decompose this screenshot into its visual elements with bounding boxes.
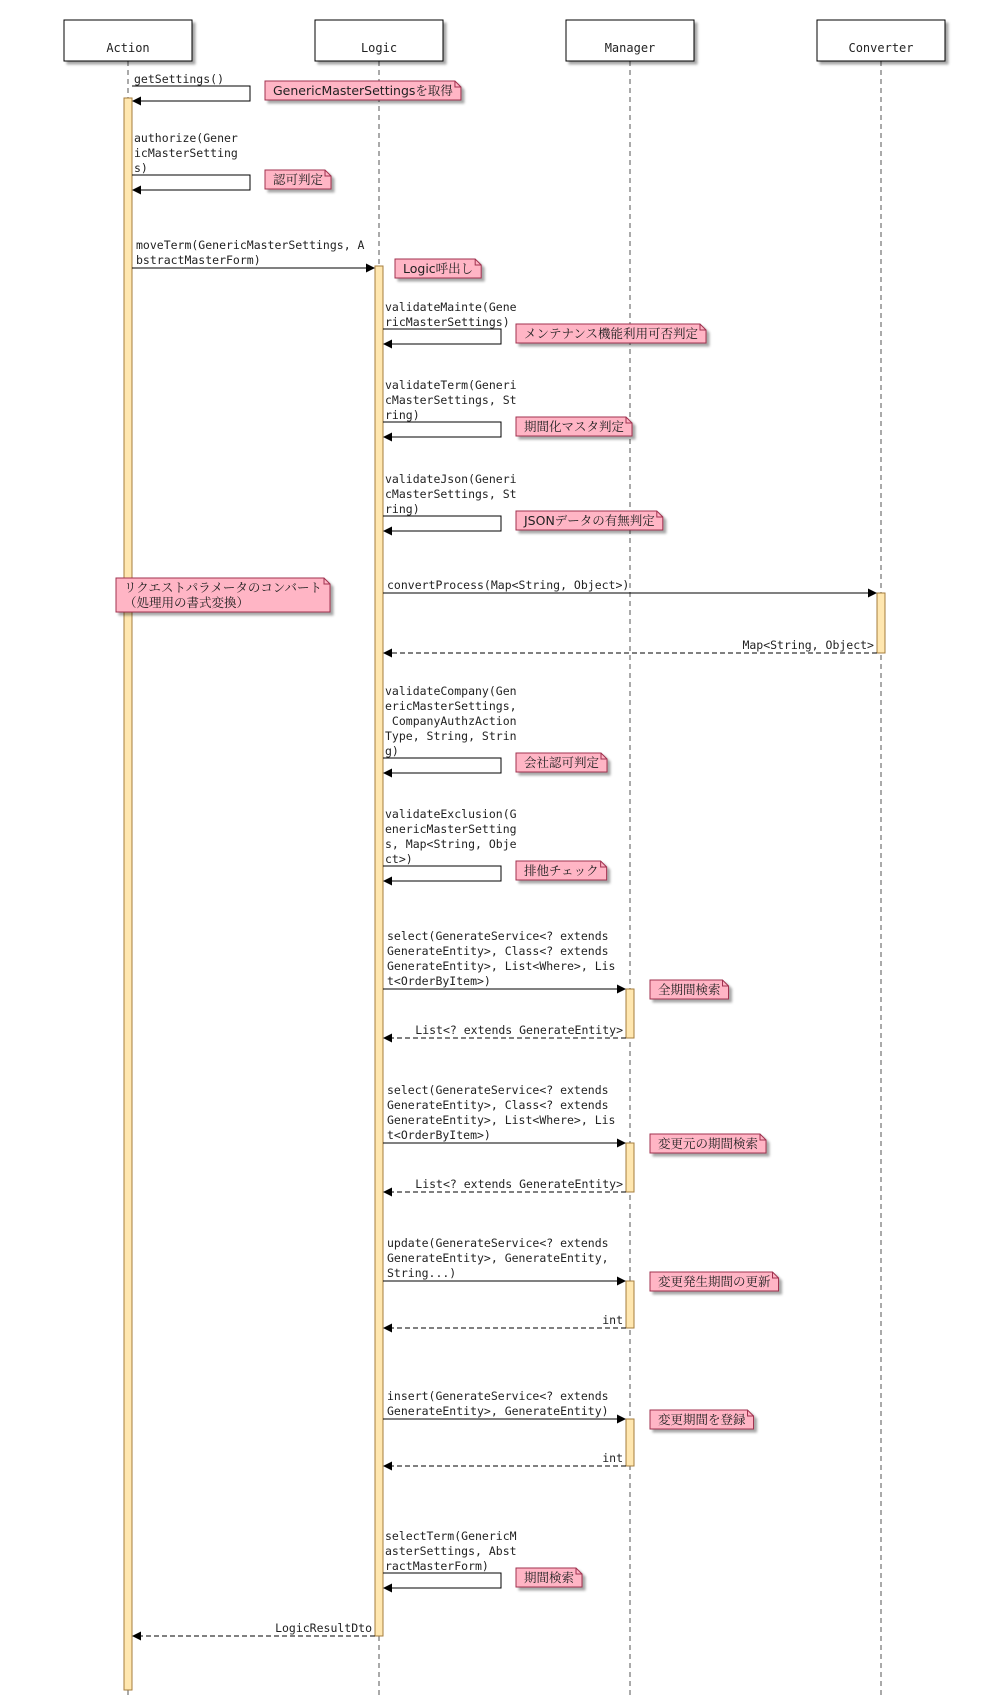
activation-action — [124, 98, 132, 1690]
participant-name: Converter — [848, 41, 914, 55]
message-convertprocess — [116, 578, 877, 612]
select1return-label-line: List<? extends GenerateEntity> — [415, 1023, 623, 1037]
select2-note — [650, 1134, 766, 1153]
participant-action — [64, 20, 192, 61]
select2-label-line: GenerateEntity>, Class<? extends — [387, 1098, 609, 1112]
logicreturn-label-line: LogicResultDto — [275, 1621, 372, 1635]
participant-name: Logic — [360, 41, 398, 55]
activation-manager — [626, 989, 634, 1038]
validatemainte-arrow — [383, 329, 501, 344]
authorize-note-text: 認可判定 — [273, 172, 324, 187]
selectterm-note-text: 期間検索 — [524, 1570, 575, 1585]
insertreturn-label-line: int — [602, 1451, 623, 1465]
convertreturn-label-line: Map<String, Object> — [742, 638, 874, 652]
validateexclusion-note — [516, 861, 607, 880]
participant-logic — [315, 20, 443, 61]
select2-label-line: GenerateEntity>, List<Where>, Lis — [387, 1113, 616, 1127]
authorize-label-line: icMasterSetting — [134, 146, 238, 160]
authorize-label-line: authorize(Gener — [134, 131, 238, 145]
validatemainte-note — [516, 324, 706, 343]
validateexclusion-label-line: ct>) — [385, 852, 413, 866]
selectterm-note — [516, 1568, 582, 1587]
message-validatemainte — [383, 300, 706, 349]
select1-note — [650, 980, 729, 999]
insert-note-text: 変更期間を登録 — [658, 1412, 746, 1427]
select2-label-line: select(GenerateService<? extends — [387, 1083, 609, 1097]
convertprocess-note — [116, 578, 330, 612]
authorize-note — [265, 170, 331, 189]
insert-label-line: GenerateEntity>, GenerateEntity) — [387, 1404, 609, 1418]
activation-bars — [124, 98, 885, 1690]
moveterm-note — [395, 259, 481, 278]
validatemainte-note-text: メンテナンス機能利用可否判定 — [524, 326, 699, 341]
activation-logic — [375, 266, 383, 1636]
message-validatecompany — [383, 684, 607, 778]
select2return-label-line: List<? extends GenerateEntity> — [415, 1177, 623, 1191]
getsettings-note-text: GenericMasterSettingsを取得 — [273, 83, 453, 98]
validateexclusion-arrow — [383, 866, 501, 881]
activation-manager — [626, 1419, 634, 1466]
message-updatereturn — [383, 1313, 626, 1333]
validatemainte-label-line: validateMainte(Gene — [385, 300, 517, 314]
getsettings-note — [265, 81, 461, 100]
message-selectterm — [383, 1529, 582, 1593]
update-note — [650, 1272, 779, 1291]
selectterm-label-line: ractMasterForm) — [385, 1559, 489, 1573]
validatecompany-label-line: ericMasterSettings, — [385, 699, 517, 713]
convertprocess-arrowhead — [868, 589, 877, 598]
getsettings-arrowhead — [132, 97, 141, 106]
validateterm-arrowhead — [383, 433, 392, 442]
message-validateexclusion — [383, 807, 607, 886]
select2return-arrowhead — [383, 1188, 392, 1197]
update-arrowhead — [617, 1277, 626, 1286]
validateterm-label-line: cMasterSettings, St — [385, 393, 517, 407]
authorize-arrowhead — [132, 186, 141, 195]
message-insert — [383, 1389, 754, 1429]
select2-note-text: 変更元の期間検索 — [658, 1136, 759, 1151]
update-label-line: GenerateEntity>, GenerateEntity, — [387, 1251, 609, 1265]
validateexclusion-arrowhead — [383, 877, 392, 886]
select1-note-text: 全期間検索 — [658, 982, 721, 997]
validateterm-label-line: validateTerm(Generi — [385, 378, 517, 392]
selectterm-arrowhead — [383, 1584, 392, 1593]
message-moveterm — [132, 238, 481, 278]
select1return-arrowhead — [383, 1034, 392, 1043]
validatejson-arrow — [383, 516, 501, 531]
insert-label-line: insert(GenerateService<? extends — [387, 1389, 609, 1403]
select1-label-line: select(GenerateService<? extends — [387, 929, 609, 943]
validateterm-arrow — [383, 422, 501, 437]
messages — [116, 72, 877, 1641]
message-validatejson — [383, 472, 663, 536]
authorize-arrow — [132, 175, 250, 190]
select1-label-line: GenerateEntity>, List<Where>, Lis — [387, 959, 616, 973]
validatemainte-arrowhead — [383, 340, 392, 349]
validatecompany-note — [516, 753, 607, 772]
convertprocess-label-line: convertProcess(Map<String, Object>) — [387, 578, 630, 592]
update-note-text: 変更発生期間の更新 — [658, 1274, 771, 1289]
validatecompany-label-line: CompanyAuthzAction — [385, 714, 517, 728]
moveterm-arrowhead — [366, 264, 375, 273]
validatecompany-arrowhead — [383, 769, 392, 778]
message-select1 — [383, 929, 729, 999]
message-logicreturn — [132, 1621, 375, 1641]
validateexclusion-label-line: validateExclusion(G — [385, 807, 517, 821]
message-select1return — [383, 1023, 626, 1043]
participant-converter — [817, 20, 945, 61]
validatecompany-note-text: 会社認可判定 — [524, 755, 600, 770]
getsettings-arrow — [132, 86, 250, 101]
getsettings-label-line: getSettings() — [134, 72, 225, 86]
update-label-line: String...) — [387, 1266, 457, 1280]
updatereturn-label-line: int — [602, 1313, 623, 1327]
participant-manager — [566, 20, 694, 61]
convertprocess-note-text: （処理用の書式変換） — [124, 595, 250, 610]
validateterm-label-line: ring) — [385, 408, 420, 422]
select1-label-line: t<OrderByItem>) — [387, 974, 491, 988]
updatereturn-arrowhead — [383, 1324, 392, 1333]
validateterm-note — [516, 417, 632, 436]
validatecompany-label-line: Type, String, Strin — [385, 729, 517, 743]
validatemainte-label-line: ricMasterSettings) — [385, 315, 510, 329]
activation-manager — [626, 1281, 634, 1328]
message-validateterm — [383, 378, 632, 442]
insert-arrowhead — [617, 1415, 626, 1424]
select2-arrowhead — [617, 1139, 626, 1148]
select2-label-line: t<OrderByItem>) — [387, 1128, 491, 1142]
validatecompany-label-line: g) — [385, 744, 399, 758]
convertreturn-arrowhead — [383, 649, 392, 658]
selectterm-arrow — [383, 1573, 501, 1588]
authorize-label-line: s) — [134, 161, 148, 175]
activation-converter — [877, 593, 885, 653]
message-authorize — [132, 131, 331, 195]
validateexclusion-label-line: s, Map<String, Obje — [385, 837, 517, 851]
validateexclusion-label-line: enericMasterSetting — [385, 822, 517, 836]
message-insertreturn — [383, 1451, 626, 1471]
validatejson-label-line: validateJson(Generi — [385, 472, 517, 486]
activation-manager — [626, 1143, 634, 1192]
validatejson-arrowhead — [383, 527, 392, 536]
message-select2 — [383, 1083, 766, 1153]
validatecompany-arrow — [383, 758, 501, 773]
moveterm-label-line: bstractMasterForm) — [136, 253, 261, 267]
participant-name: Manager — [604, 41, 656, 55]
logicreturn-arrowhead — [132, 1632, 141, 1641]
select1-label-line: GenerateEntity>, Class<? extends — [387, 944, 609, 958]
participant-name: Action — [106, 41, 150, 55]
validatejson-note-text: JSONデータの有無判定 — [524, 513, 655, 528]
select1-arrowhead — [617, 985, 626, 994]
message-update — [383, 1236, 779, 1291]
validatejson-label-line: cMasterSettings, St — [385, 487, 517, 501]
moveterm-note-text: Logic呼出し — [403, 261, 474, 276]
validatejson-label-line: ring) — [385, 502, 420, 516]
convertprocess-note-text: リクエストパラメータのコンバート — [124, 580, 323, 595]
participant-heads — [64, 20, 945, 61]
insert-note — [650, 1410, 754, 1429]
moveterm-label-line: moveTerm(GenericMasterSettings, A — [136, 238, 365, 252]
selectterm-label-line: selectTerm(GenericM — [385, 1529, 517, 1543]
validateterm-note-text: 期間化マスタ判定 — [524, 419, 625, 434]
insertreturn-arrowhead — [383, 1462, 392, 1471]
update-label-line: update(GenerateService<? extends — [387, 1236, 609, 1250]
validateexclusion-note-text: 排他チェック — [524, 863, 599, 878]
selectterm-label-line: asterSettings, Abst — [385, 1544, 517, 1558]
validatecompany-label-line: validateCompany(Gen — [385, 684, 517, 698]
message-getsettings — [132, 72, 461, 106]
message-select2return — [383, 1177, 626, 1197]
validatejson-note — [516, 511, 663, 530]
